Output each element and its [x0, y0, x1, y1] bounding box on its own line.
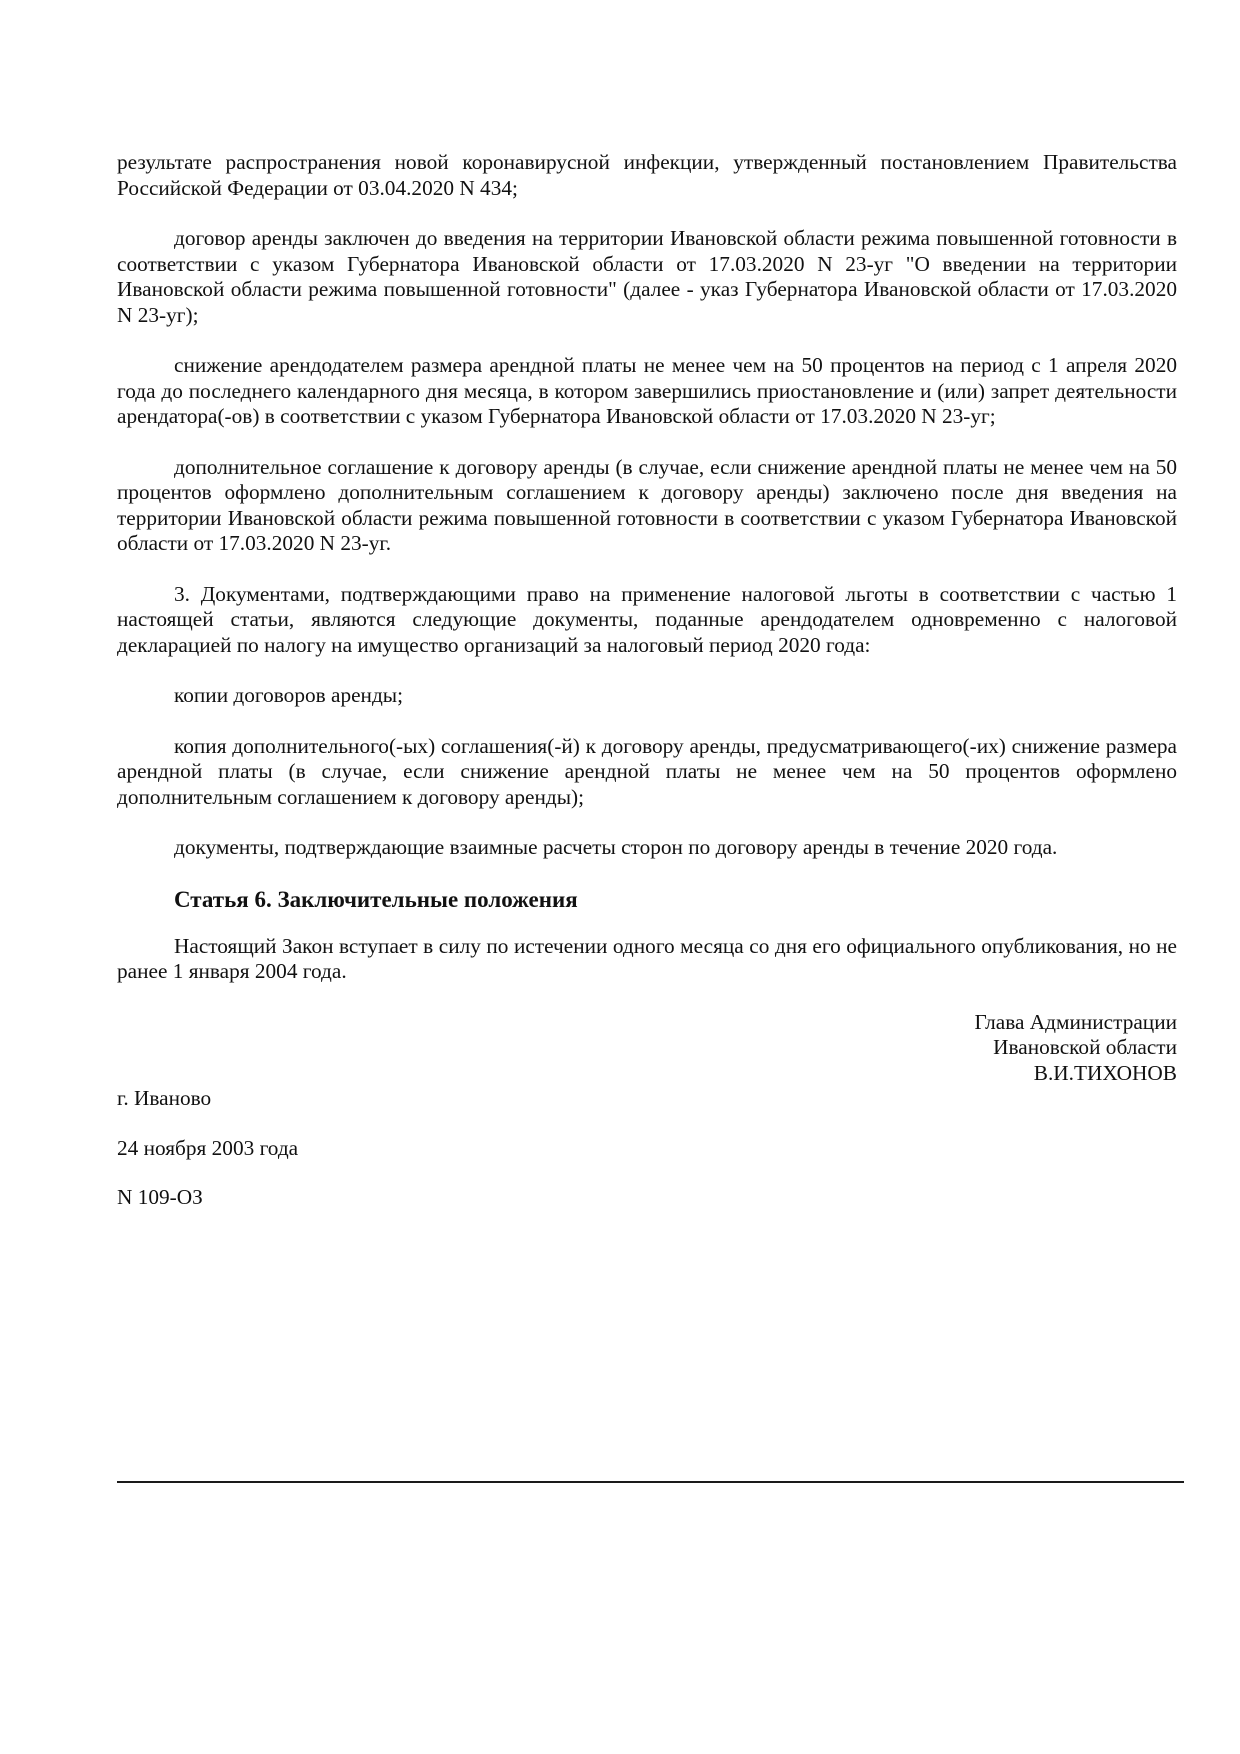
place-of-signing: г. Иваново — [117, 1086, 212, 1110]
paragraph-lease-before-regime: договор аренды заключен до введения на территории Ивановской области режима повышенной готовности в соответствии с указом Губернатора Ивановской области от 17.03.2020 N 23-уг "О введении на территории Ивановской области режима повышенной готовности" (далее - указ Губернатора Ивановской области от 17.03.2020 N 23-уг); — [117, 226, 1177, 327]
paragraph-coronavirus-list: результате распространения новой коронавирусной инфекции, утвержденный постановлением Правительства Российской Федерации от 03.04.2020 N 434; — [117, 150, 1177, 200]
list-item-lease-copies: копии договоров аренды; — [174, 683, 404, 707]
paragraph-supporting-documents: 3. Документами, подтверждающими право на применение налоговой льготы в соответствии с частью 1 настоящей статьи, являются следующие документы, поданные арендодателем одновременно с налоговой декларацией по налогу на имущество организаций за налоговый период 2020 года: — [117, 581, 1177, 657]
law-number: N 109-ОЗ — [117, 1185, 203, 1209]
article-heading: Статья 6. Заключительные положения — [174, 886, 578, 912]
paragraph-supplementary-agreement: дополнительное соглашение к договору аренды (в случае, если снижение арендной платы не менее чем на 50 процентов оформлено дополнительным соглашением к договору аренды) заключено после дня введения на территории Ивановской области режима повышенной готовности в соответствии с указом Губернатора Ивановской области от 17.03.2020 N 23-уг. — [117, 454, 1177, 555]
paragraph-rent-reduction: снижение арендодателем размера арендной платы не менее чем на 50 процентов на период с 1 апреля 2020 года до последнего календарного дня месяца, в котором завершились приостановление и (или) запрет деятельности арендатора(-ов) в соответствии с указом Губернатора Ивановской области от 17.03.2020 N 23-уг; — [117, 353, 1177, 428]
signature-name: В.И.ТИХОНОВ — [1033, 1060, 1177, 1085]
footer-divider — [117, 1481, 1184, 1483]
paragraph-entry-into-force: Настоящий Закон вступает в силу по истечении одного месяца со дня его официального опубликования, но не ранее 1 января 2004 года. — [117, 933, 1177, 983]
signature-block — [117, 1010, 1177, 1087]
signing-date: 24 ноября 2003 года — [117, 1135, 299, 1160]
document-page — [117, 150, 1177, 1211]
signature-region: Ивановской области — [993, 1035, 1177, 1059]
list-item-settlement-documents: документы, подтверждающие взаимные расчеты сторон по договору аренды в течение 2020 года. — [174, 835, 1058, 859]
list-item-agreement-copies: копия дополнительного(-ых) соглашения(-й) к договору аренды, предусматривающего(-их) снижение размера арендной платы (в случае, если снижение арендной платы не менее чем на 50 процентов оформлено дополнительным соглашением к договору аренды); — [117, 733, 1177, 809]
signature-title: Глава Администрации — [974, 1009, 1177, 1034]
